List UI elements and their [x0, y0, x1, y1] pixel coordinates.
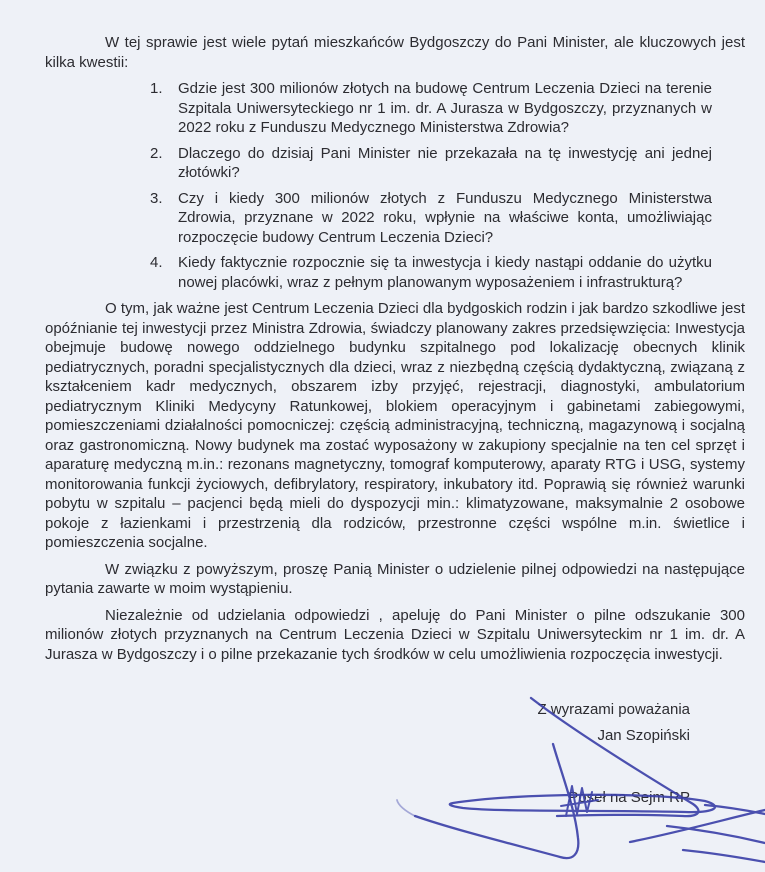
- question-text: Dlaczego do dzisiaj Pani Minister nie przekazała na tę inwestycję ani jednej złotówki?: [178, 144, 712, 181]
- letter-body: [45, 33, 745, 808]
- intro-paragraph: W tej sprawie jest wiele pytań mieszkańców Bydgoszczy do Pani Minister, ale kluczowych jest kilka kwestii:: [45, 34, 745, 71]
- signature-stroke: [630, 810, 765, 842]
- signer-name: Jan Szopiński: [597, 726, 690, 744]
- question-item: [150, 253, 712, 292]
- body-paragraph: Niezależnie od udzielania odpowiedzi , apeluję do Pani Minister o pilne odszukanie 300 milionów złotych przyznanych na Centrum Leczenia Dzieci w Szpitalu Uniwersyteckim nr 1 im. dr. A Jurasza w Bydgoszczy i o pilne przekazanie tych środków w celu umożliwienia rozpoczęcia inwestycji.: [45, 606, 745, 663]
- question-text: Czy i kiedy 300 milionów złotych z Funduszu Medycznego Ministerstwa Zdrowia, przyznane w 2022 roku, wpłynie na właściwe konta, umożliwiając rozpoczęcie budowy Centrum Leczenia Dzieci?: [178, 189, 712, 246]
- signer-title: Poseł na Sejm RP: [568, 789, 690, 806]
- question-text: Kiedy faktycznie rozpocznie się ta inwestycja i kiedy nastąpi oddanie do użytku nowej placówki, wraz z pełnym planowanym wyposażeniem i infrastrukturą?: [178, 254, 712, 291]
- question-number: 2.: [150, 144, 163, 162]
- body-paragraph: O tym, jak ważne jest Centrum Leczenia Dzieci dla bydgoskich rodzin i jak bardzo szkodliwe jest opóźnianie tej inwestycji przez Ministra Zdrowia, świadczy planowany zakres przedsięwzięcia: Inwestycja obejmuje budowę nowego oddzielnego budynku szpitalnego pod lokalizację obecnych klinik pediatrycznych, poradni specjalistycznych dla dzieci, wraz z niezbędną częścią dydaktyczną, związaną z kształceniem kadr medycznych, obszarem izby przyjęć, rejestracji, diagnostyki, ambulatorium pediatrycznym Kliniki Medycyny Ratunkowej, blokiem operacyjnym i gabinetami zabiegowymi, pomieszczeniami działalności pomocniczej: częścią administracyjną, techniczną, magazynową i socjalną oraz gastronomiczną. Nowy budynek ma zostać wyposażony w zakupiony specjalnie na ten cel sprzęt i aparaturę medyczną m.in.: rezonans magnetyczny, tomograf komputerowy, aparaty RTG i USG, systemy monitorowania funkcji życiowych, defibrylatory, respiratory, inkubatory itd. Poprawią się również warunki pobytu w szpitalu – pacjenci będą mieli do dyspozycji min.: klimatyzowane, maksymalnie 2 osobowe pokoje z łazienkami i przestrzenią dla rodziców, przestronne części wspólne m.in. świetlice i pomieszczenia socjalne.: [45, 300, 745, 551]
- body-paragraph: W związku z powyższym, proszę Panią Minister o udzielenie pilnej odpowiedzi na następujące pytania zawarte w moim wystąpieniu.: [45, 560, 745, 597]
- questions-list: [45, 79, 712, 292]
- closing-salutation: Z wyrazami poważania: [537, 701, 690, 718]
- question-item: [150, 79, 712, 138]
- question-item: [150, 144, 712, 183]
- question-item: [150, 189, 712, 248]
- closing-block: [45, 700, 745, 808]
- question-number: 1.: [150, 80, 163, 97]
- question-number: 3.: [150, 189, 163, 207]
- signature-stroke: [667, 826, 765, 843]
- question-text: Gdzie jest 300 milionów złotych na budowę Centrum Leczenia Dzieci na terenie Szpitala Uniwersyteckiego nr 1 im. dr. A Jurasza w Bydgoszczy, przyznanych w 2022 roku z Funduszu Medycznego Ministerstwa Zdrowia?: [178, 80, 712, 136]
- signature-stroke: [683, 850, 765, 862]
- question-number: 4.: [150, 254, 163, 271]
